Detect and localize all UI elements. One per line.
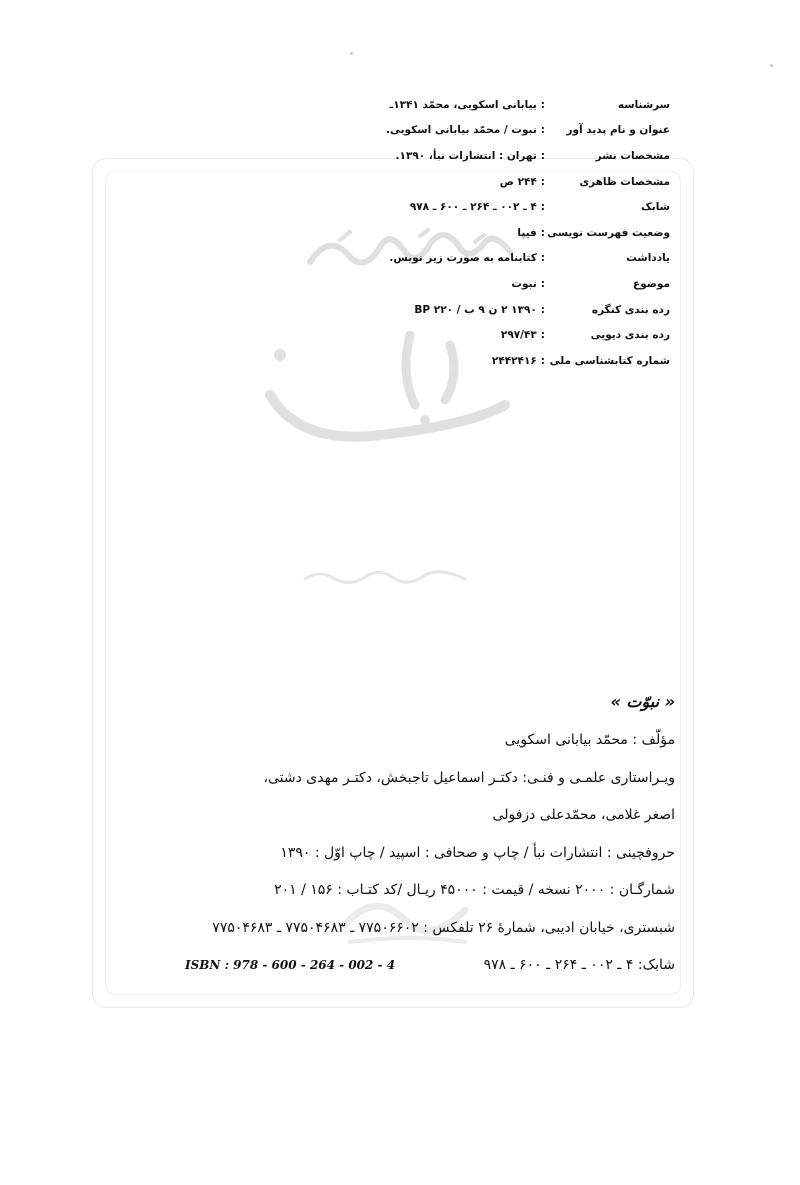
isbn-line [185,947,675,985]
cip-label: شماره کتابشناسی ملی [549,354,670,367]
printing-line: حروفچینی : انتشارات نبأ / چاپ و صحافی : اسپید / چاپ اوّل : ۱۳۹۰ [280,844,675,861]
cip-value: :۴ ـ ۰۰۲ ـ ۲۶۴ ـ ۶۰۰ ـ ۹۷۸ [409,201,545,214]
cip-row [370,194,670,220]
cip-label: رده بندی کنگره [591,303,670,316]
cip-value: :۲۴۴ ص [499,175,545,188]
cip-label: عنوان و نام پدید آور [566,124,670,137]
cip-value: :فیپا [517,226,545,239]
cip-row [370,348,670,374]
editors-line-continued: اصغر غلامی، محمّدعلی دزفولی [492,807,675,823]
speck [770,64,773,67]
cip-value: :۲۹۷/۴۳ [500,329,545,342]
cip-value: :تهران : انتشارات نبأ، ۱۳۹۰. [395,149,545,162]
circulation-line: شمارگـان : ۲۰۰۰ نسخه / قیمت : ۴۵۰۰۰ ریـال /کد کتـاب : ۱۵۶ / ۲۰۱ [274,882,675,898]
cip-label: یادداشت [626,252,670,265]
cip-label: رده بندی دیویی [590,329,670,342]
cip-row [370,246,670,272]
cip-label: موضوع [633,277,670,290]
cip-row [370,271,670,297]
cip-value: :۲۴۴۲۴۱۶ [491,354,545,367]
cip-row [370,143,670,169]
cip-label: شابک [641,201,670,214]
cip-row [370,92,670,118]
cip-value: :بیابانی اسکویی، محمّد ۱۳۴۱ـ [389,98,545,111]
cip-label: وضعیت فهرست نویسی [547,226,670,239]
isbn-latin: ISBN : 978 - 600 - 264 - 002 - 4 [185,958,396,972]
cip-label: مشخصات نشر [595,149,670,162]
cip-value: :۱۳۹۰ ۲ ن ۹ ب / ۲۲۰ BP [414,303,545,316]
author-line: مؤلّف : محمّد بیابانی اسکویی [504,732,675,748]
colophon [185,682,675,985]
calligraphy-watermark-subtitle [300,565,470,587]
cip-value: :نبوت / محمّد بیابانی اسکویی. [386,124,545,137]
cataloging-table [370,92,670,374]
isbn-persian: شابک: ۴ ـ ۰۰۲ ـ ۲۶۴ ـ ۶۰۰ ـ ۹۷۸ [483,957,675,973]
address-line: شبستری، خیابان ادیبی، شمارهٔ ۲۶ تلفکس : ۷۷۵۰۶۶۰۲ ـ ۷۷۵۰۴۶۸۳ ـ ۷۷۵۰۴۶۸۳ [212,919,675,936]
book-title: « نبوّت » [610,692,675,711]
cip-row [370,169,670,195]
cip-value: :کتابنامه به صورت زیر نویس. [389,252,545,265]
cip-row [370,297,670,323]
speck [350,52,353,55]
cip-value: :نبوت [511,277,545,290]
cip-label: مشخصات ظاهری [579,175,670,188]
cip-label: سرشناسه [617,98,670,111]
cip-row [370,322,670,348]
cip-row [370,220,670,246]
editors-line: ویـراستاری علمـی و فنـی: دکتـر اسماعیل تاجبخش، دکتـر مهدی دشتی، [263,769,675,786]
cip-row [370,118,670,144]
